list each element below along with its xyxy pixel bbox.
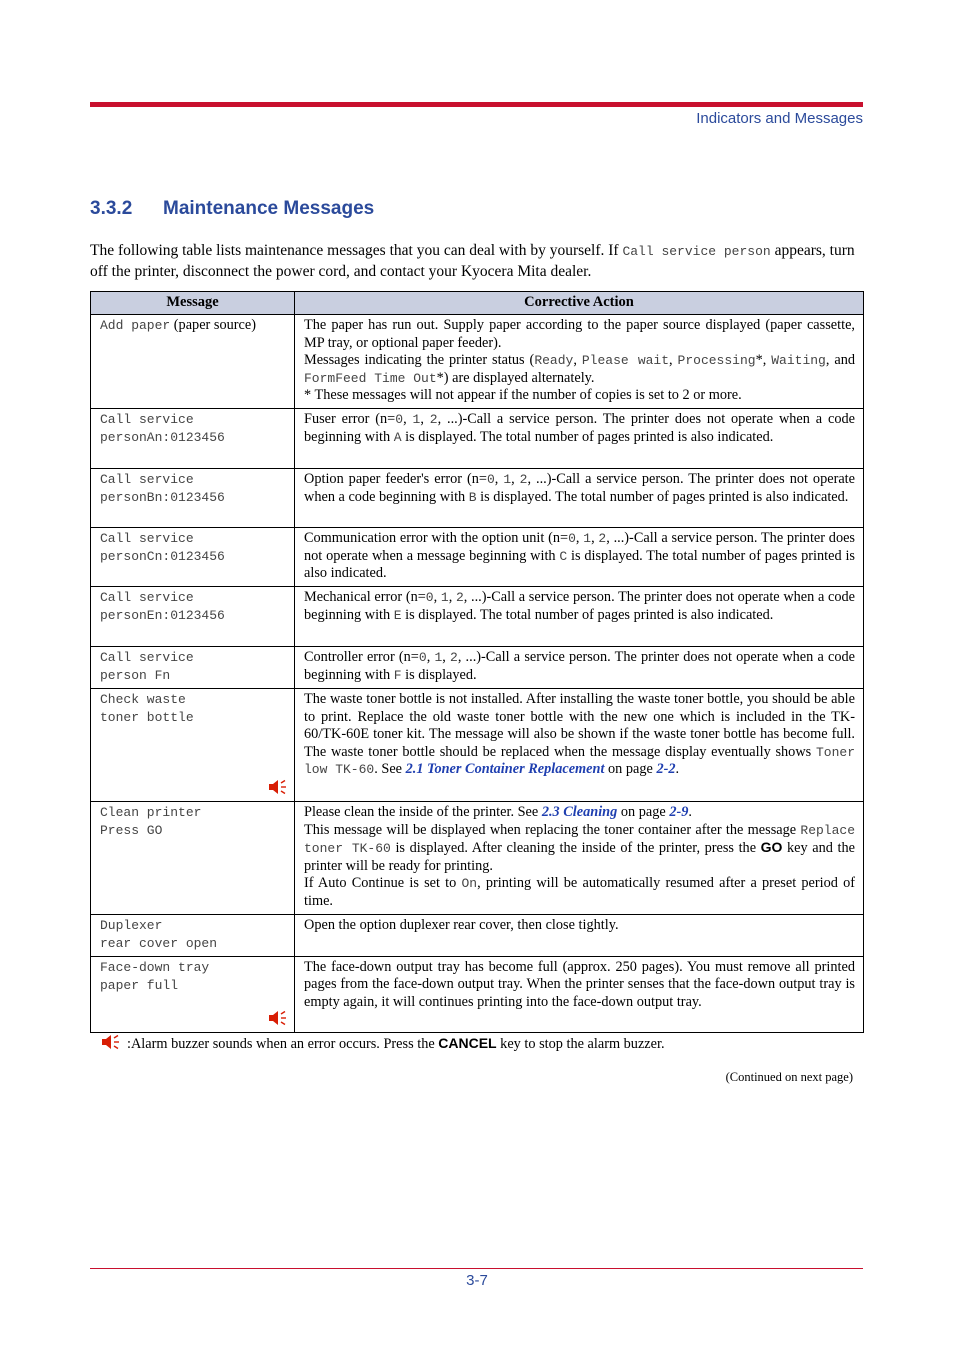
action-text: This message will be displayed when replacing the toner container after the message Replace toner TK-60 is displayed. After cleaning the inside of the printer, press the GO key and the printer will be ready for printing. bbox=[304, 821, 855, 874]
action-cell: Mechanical error (n=0, 1, 2, ...)-Call a service person. The printer does not operate when a code beginning with E is displayed. The total number of pages printed is also indicated. bbox=[295, 587, 864, 647]
section-number: 3.3.2 bbox=[90, 198, 133, 219]
action-cell: The waste toner bottle is not installed. After installing the waste toner bottle, you should be able to print. Replace the old waste toner bottle with the new one which is included in the TK-60/TK-60E toner kit. The message will also be shown if the waste toner bottle has become full. The waste toner bottle should be replaced when the message display eventually shows Toner low TK-60. See 2.1 Toner Container Replacement on page 2-2. bbox=[295, 689, 864, 802]
action-text: Messages indicating the printer status (Ready, Please wait, Processing*, Waiting, and FormFeed Time Out*) are displayed alternately. bbox=[304, 352, 855, 386]
table-row bbox=[91, 689, 864, 802]
intro-text: The following table lists maintenance messages that you can deal with by yourself. If bbox=[90, 242, 623, 259]
table-row bbox=[91, 802, 864, 915]
action-text: The paper has run out. Supply paper according to the paper source displayed (paper cassette, MP tray, or optional paper feeder). bbox=[304, 317, 855, 351]
alarm-buzzer-icon bbox=[268, 779, 288, 795]
message-cell: Call service personAn:0123456 bbox=[91, 409, 295, 469]
action-note: * These messages will not appear if the number of copies is set to 2 or more. bbox=[304, 387, 742, 404]
action-text: If Auto Continue is set to On, printing will be automatically resumed after a preset period of time. bbox=[304, 875, 856, 909]
header-rule bbox=[90, 102, 863, 107]
table-row bbox=[91, 956, 864, 1032]
alarm-buzzer-icon bbox=[268, 1010, 288, 1026]
go-key: GO bbox=[760, 839, 783, 856]
action-cell bbox=[295, 802, 864, 915]
section-title: Maintenance Messages bbox=[163, 198, 375, 219]
message-cell bbox=[91, 315, 295, 409]
message-suffix: (paper source) bbox=[170, 317, 256, 333]
table-row bbox=[91, 315, 864, 409]
action-cell: Fuser error (n=0, 1, 2, ...)-Call a service person. The printer does not operate when a code beginning with A is displayed. The total number of pages printed is also indicated. bbox=[295, 409, 864, 469]
intro-paragraph bbox=[90, 241, 863, 282]
table-row bbox=[91, 587, 864, 647]
table-row bbox=[91, 469, 864, 528]
alarm-buzzer-icon bbox=[101, 1034, 121, 1050]
table-header-row bbox=[91, 292, 864, 315]
page-number: 3-7 bbox=[466, 1272, 488, 1289]
message-cell: Clean printer Press GO bbox=[91, 802, 295, 915]
maintenance-messages-table bbox=[90, 291, 864, 1033]
action-cell: Communication error with the option unit (n=0, 1, 2, ...)-Call a service person. The printer does not operate when a message beginning with C is displayed. The total number of pages printed is also indicated. bbox=[295, 528, 864, 587]
header-action: Corrective Action bbox=[295, 292, 864, 315]
page-link[interactable]: 2-9 bbox=[669, 804, 689, 820]
page-link[interactable]: 2-2 bbox=[656, 761, 676, 778]
action-text: Please clean the inside of the printer. See 2.3 Cleaning on page 2-9. bbox=[304, 804, 692, 820]
message-cell: Call service personBn:0123456 bbox=[91, 469, 295, 528]
message-cell: Check waste toner bottle bbox=[91, 689, 295, 802]
continued-note: (Continued on next page) bbox=[725, 1070, 853, 1084]
intro-code: Call service person bbox=[622, 244, 771, 259]
cross-reference-link[interactable]: 2.1 Toner Container Replacement bbox=[405, 761, 605, 778]
action-cell: Open the option duplexer rear cover, then close tightly. bbox=[295, 914, 864, 956]
table-row bbox=[91, 409, 864, 469]
action-cell bbox=[295, 315, 864, 409]
header-message: Message bbox=[91, 292, 295, 315]
message-cell: Call service person Fn bbox=[91, 647, 295, 689]
message-cell: Duplexer rear cover open bbox=[91, 914, 295, 956]
table-row bbox=[91, 528, 864, 587]
table-row bbox=[91, 647, 864, 689]
section-heading bbox=[90, 198, 374, 220]
message-cell: Call service personEn:0123456 bbox=[91, 587, 295, 647]
action-cell: The face-down output tray has become full (approx. 250 pages). You must remove all printed pages from the face-down output tray. When the printer senses that the face-down output tray is empty again, it will continues printing into the face-down output tray. bbox=[295, 956, 864, 1032]
message-cell: Face-down tray paper full bbox=[91, 956, 295, 1032]
footer-rule bbox=[90, 1268, 863, 1269]
message-code: Add paper bbox=[100, 318, 171, 333]
buzzer-footnote: :Alarm buzzer sounds when an error occurs. Press the CANCEL key to stop the alarm buzzer. bbox=[101, 1034, 665, 1053]
intro-text: appears, turn off the printer, disconnect the power cord, and contact your Kyocera Mita dealer. bbox=[90, 242, 855, 280]
action-cell: Option paper feeder's error (n=0, 1, 2, ...)-Call a service person. The printer does not operate when a code beginning with B is displayed. The total number of pages printed is also indicated. bbox=[295, 469, 864, 528]
cross-reference-link[interactable]: 2.3 Cleaning bbox=[541, 804, 618, 820]
message-cell: Call service personCn:0123456 bbox=[91, 528, 295, 587]
action-cell: Controller error (n=0, 1, 2, ...)-Call a service person. The printer does not operate when a code beginning with F is displayed. bbox=[295, 647, 864, 689]
running-header: Indicators and Messages bbox=[696, 110, 863, 127]
table-row bbox=[91, 914, 864, 956]
cancel-key: CANCEL bbox=[438, 1035, 497, 1051]
